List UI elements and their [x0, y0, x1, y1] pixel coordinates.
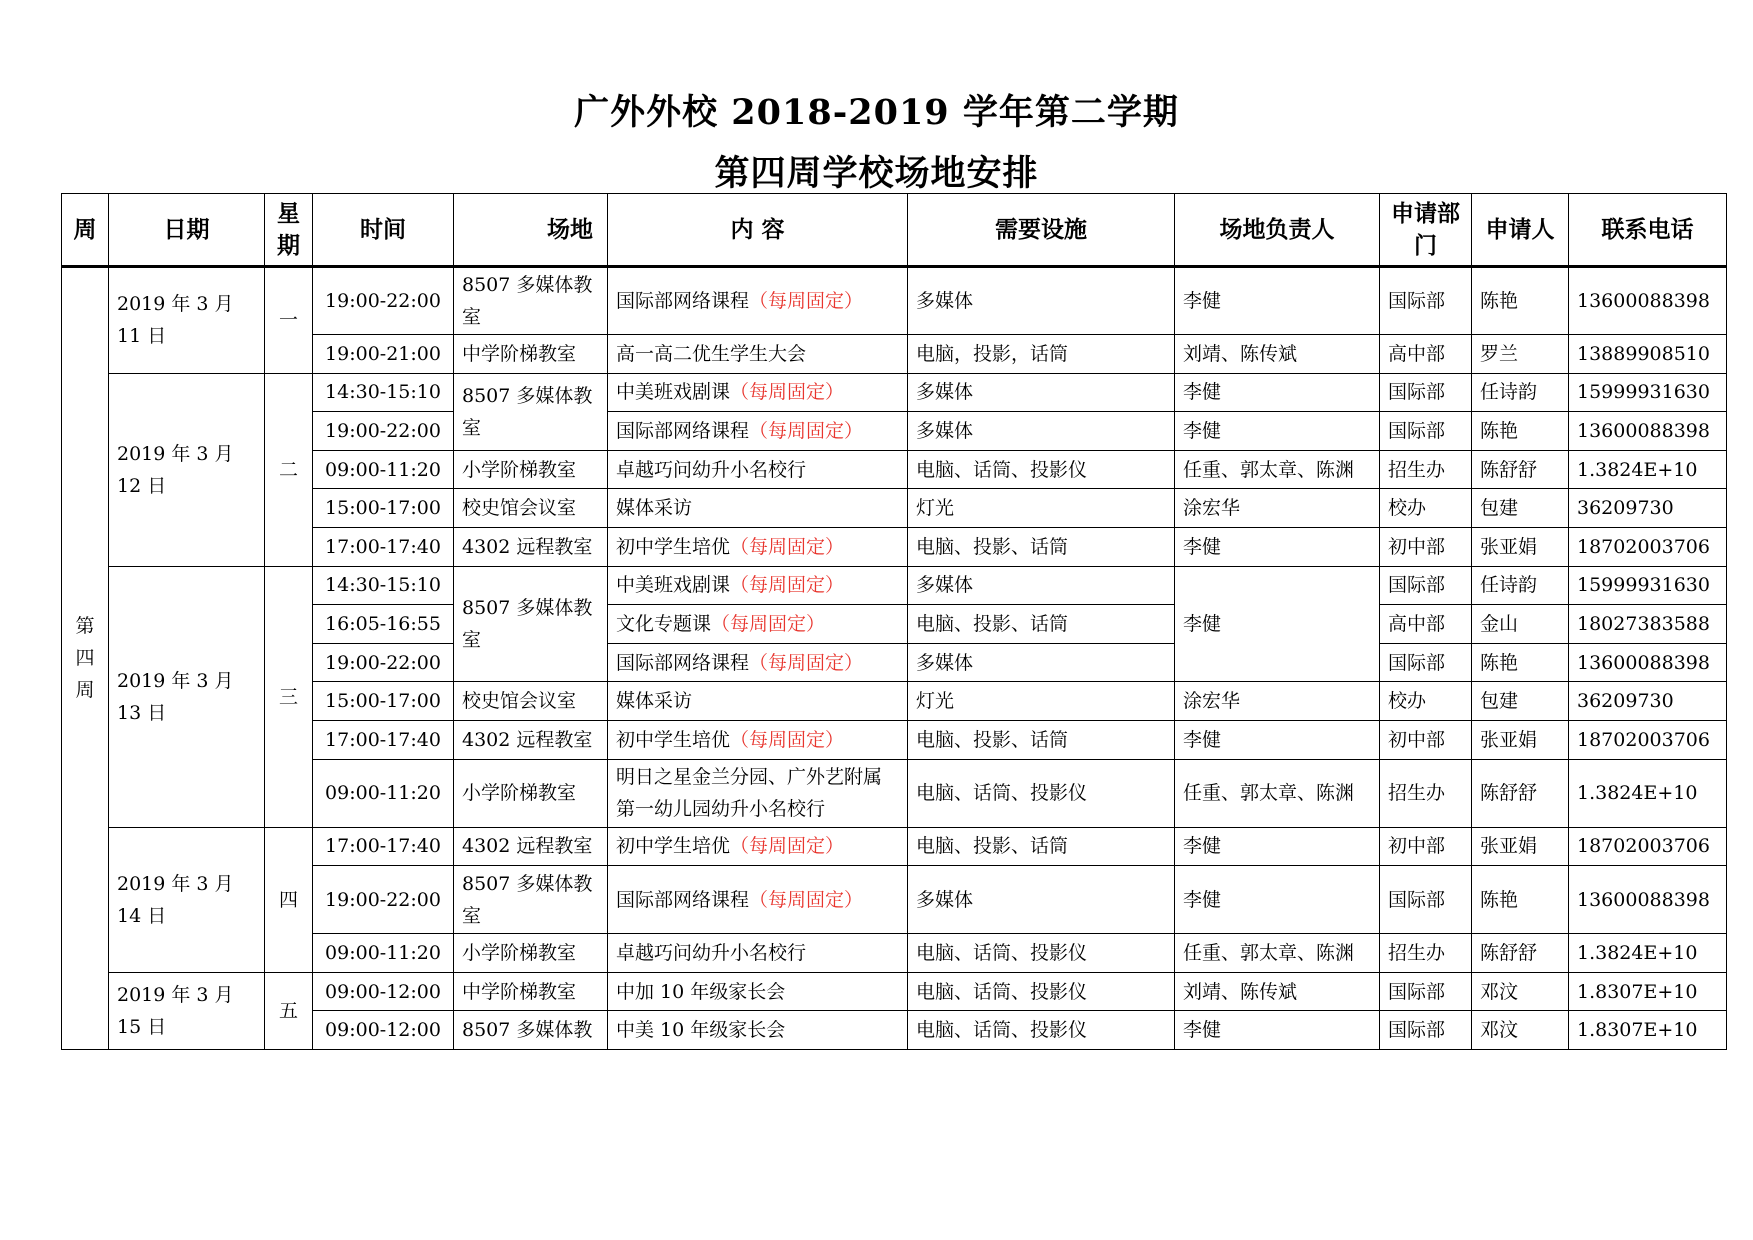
- venue-cell: 8507 多媒体教室: [454, 267, 608, 335]
- date-cell: 2019 年 3 月 12 日: [109, 373, 265, 566]
- phone-cell: 13600088398: [1569, 866, 1727, 934]
- weekly-fixed-tag: （每周固定）: [749, 651, 864, 674]
- table-row: [62, 972, 1727, 1011]
- header-date: 日期: [109, 194, 265, 267]
- phone-cell: 13889908510: [1569, 335, 1727, 374]
- weekly-fixed-tag: （每周固定）: [730, 381, 845, 404]
- manager-cell: 任重、郭太章、陈渊: [1175, 759, 1380, 827]
- time-cell: 17:00-17:40: [313, 827, 454, 866]
- equipment-cell: 电脑，投影，话筒: [908, 335, 1175, 374]
- dept-cell: 国际部: [1380, 972, 1472, 1011]
- content-cell: [608, 720, 908, 759]
- weekday-cell: 三: [265, 566, 313, 827]
- equipment-cell: 电脑、投影、话筒: [908, 605, 1175, 644]
- header-manager: 场地负责人: [1175, 194, 1380, 267]
- applicant-cell: 陈艳: [1472, 866, 1569, 934]
- manager-cell: 涂宏华: [1175, 489, 1380, 528]
- content-text: 国际部网络课程: [616, 651, 750, 674]
- manager-cell: 涂宏华: [1175, 682, 1380, 721]
- phone-cell: 18702003706: [1569, 720, 1727, 759]
- dept-cell: 招生办: [1380, 934, 1472, 973]
- weekday-cell: 一: [265, 267, 313, 374]
- equipment-cell: 多媒体: [908, 866, 1175, 934]
- dept-cell: 高中部: [1380, 605, 1472, 644]
- content-cell: [608, 605, 908, 644]
- dept-cell: 国际部: [1380, 412, 1472, 451]
- date-cell: 2019 年 3 月 13 日: [109, 566, 265, 827]
- manager-cell: 李健: [1175, 827, 1380, 866]
- venue-cell: 4302 远程教室: [454, 527, 608, 566]
- header-row: [62, 194, 1727, 267]
- weekly-fixed-tag: （每周固定）: [730, 835, 845, 858]
- date-cell: 2019 年 3 月 14 日: [109, 827, 265, 972]
- venue-cell: 中学阶梯教室: [454, 972, 608, 1011]
- equipment-cell: 多媒体: [908, 412, 1175, 451]
- phone-cell: 1.8307E+10: [1569, 1011, 1727, 1050]
- header-venue: 场地: [454, 194, 608, 267]
- applicant-cell: 陈舒舒: [1472, 759, 1569, 827]
- equipment-cell: 多媒体: [908, 566, 1175, 605]
- content-cell: 卓越巧问幼升小名校行: [608, 934, 908, 973]
- dept-cell: 校办: [1380, 489, 1472, 528]
- weekday-cell: 四: [265, 827, 313, 972]
- venue-cell: 小学阶梯教室: [454, 759, 608, 827]
- phone-cell: 36209730: [1569, 489, 1727, 528]
- content-cell: 卓越巧问幼升小名校行: [608, 450, 908, 489]
- content-cell: [608, 643, 908, 682]
- equipment-cell: 电脑、话筒、投影仪: [908, 934, 1175, 973]
- phone-cell: 13600088398: [1569, 643, 1727, 682]
- weekly-fixed-tag: （每周固定）: [749, 290, 864, 312]
- manager-cell: 李健: [1175, 1011, 1380, 1050]
- content-cell: 媒体采访: [608, 682, 908, 721]
- equipment-cell: 多媒体: [908, 267, 1175, 335]
- equipment-cell: 灯光: [908, 682, 1175, 721]
- venue-cell: 小学阶梯教室: [454, 934, 608, 973]
- content-text: 国际部网络课程: [616, 290, 750, 312]
- venue-cell: 中学阶梯教室: [454, 335, 608, 374]
- dept-cell: 国际部: [1380, 866, 1472, 934]
- table-row: [62, 373, 1727, 412]
- weekday-cell: 五: [265, 972, 313, 1049]
- applicant-cell: 张亚娟: [1472, 720, 1569, 759]
- manager-cell: 任重、郭太章、陈渊: [1175, 934, 1380, 973]
- content-cell: 高一高二优生学生大会: [608, 335, 908, 374]
- applicant-cell: 金山: [1472, 605, 1569, 644]
- phone-cell: 36209730: [1569, 682, 1727, 721]
- equipment-cell: 电脑、话筒、投影仪: [908, 759, 1175, 827]
- content-cell: [608, 827, 908, 866]
- dept-cell: 国际部: [1380, 1011, 1472, 1050]
- time-cell: 09:00-12:00: [313, 972, 454, 1011]
- applicant-cell: 陈艳: [1472, 643, 1569, 682]
- content-cell: [608, 866, 908, 934]
- applicant-cell: 任诗韵: [1472, 373, 1569, 412]
- phone-cell: 1.8307E+10: [1569, 972, 1727, 1011]
- venue-cell: 8507 多媒体教室: [454, 566, 608, 682]
- dept-cell: 高中部: [1380, 335, 1472, 374]
- table-row: [62, 267, 1727, 335]
- content-text: 初中学生培优: [616, 728, 731, 751]
- content-cell: [608, 267, 908, 335]
- content-text: 初中学生培优: [616, 535, 731, 558]
- header-week: 周: [62, 194, 109, 267]
- content-text: 中美班戏剧课: [616, 574, 731, 597]
- dept-cell: 国际部: [1380, 643, 1472, 682]
- time-cell: 17:00-17:40: [313, 720, 454, 759]
- content-text: 中美班戏剧课: [616, 381, 731, 404]
- manager-cell: 刘靖、陈传斌: [1175, 972, 1380, 1011]
- phone-cell: 13600088398: [1569, 412, 1727, 451]
- content-cell: [608, 412, 908, 451]
- phone-cell: 18702003706: [1569, 527, 1727, 566]
- content-cell: [608, 527, 908, 566]
- dept-cell: 招生办: [1380, 759, 1472, 827]
- content-text: 文化专题课: [616, 612, 712, 635]
- manager-cell: 李健: [1175, 527, 1380, 566]
- applicant-cell: 张亚娟: [1472, 527, 1569, 566]
- time-cell: 17:00-17:40: [313, 527, 454, 566]
- applicant-cell: 罗兰: [1472, 335, 1569, 374]
- header-weekday: 星期: [265, 194, 313, 267]
- table-row: [62, 827, 1727, 866]
- content-cell: 中加 10 年级家长会: [608, 972, 908, 1011]
- phone-cell: 1.3824E+10: [1569, 450, 1727, 489]
- manager-cell: 任重、郭太章、陈渊: [1175, 450, 1380, 489]
- week-cell: [62, 267, 109, 1050]
- equipment-cell: 电脑、投影、话筒: [908, 827, 1175, 866]
- content-cell: 中美 10 年级家长会: [608, 1011, 908, 1050]
- phone-cell: 18027383588: [1569, 605, 1727, 644]
- applicant-cell: 邓汶: [1472, 1011, 1569, 1050]
- dept-cell: 国际部: [1380, 373, 1472, 412]
- applicant-cell: 包建: [1472, 489, 1569, 528]
- venue-cell: 小学阶梯教室: [454, 450, 608, 489]
- content-text: 国际部网络课程: [616, 888, 750, 911]
- time-cell: 16:05-16:55: [313, 605, 454, 644]
- content-cell: 明日之星金兰分园、广外艺附属第一幼儿园幼升小名校行: [608, 759, 908, 827]
- document-subtitle: 第四周学校场地安排: [714, 153, 1039, 194]
- time-cell: 09:00-11:20: [313, 450, 454, 489]
- applicant-cell: 张亚娟: [1472, 827, 1569, 866]
- header-equipment: 需要设施: [908, 194, 1175, 267]
- manager-cell: 李健: [1175, 412, 1380, 451]
- dept-cell: 初中部: [1380, 827, 1472, 866]
- header-applicant: 申请人: [1472, 194, 1569, 267]
- venue-cell: 校史馆会议室: [454, 489, 608, 528]
- venue-cell: 校史馆会议室: [454, 682, 608, 721]
- venue-cell: 4302 远程教室: [454, 827, 608, 866]
- dept-cell: 招生办: [1380, 450, 1472, 489]
- weekly-fixed-tag: （每周固定）: [749, 419, 864, 442]
- applicant-cell: 陈艳: [1472, 412, 1569, 451]
- applicant-cell: 陈艳: [1472, 267, 1569, 335]
- equipment-cell: 多媒体: [908, 643, 1175, 682]
- phone-cell: 18702003706: [1569, 827, 1727, 866]
- equipment-cell: 电脑、话筒、投影仪: [908, 972, 1175, 1011]
- manager-cell: 李健: [1175, 720, 1380, 759]
- weekly-fixed-tag: （每周固定）: [711, 612, 826, 635]
- time-cell: 19:00-22:00: [313, 866, 454, 934]
- equipment-cell: 多媒体: [908, 373, 1175, 412]
- time-cell: 14:30-15:10: [313, 373, 454, 412]
- time-cell: 15:00-17:00: [313, 682, 454, 721]
- header-content: 内 容: [608, 194, 908, 267]
- weekly-fixed-tag: （每周固定）: [730, 728, 845, 751]
- table-row: [62, 566, 1727, 605]
- applicant-cell: 任诗韵: [1472, 566, 1569, 605]
- phone-cell: 13600088398: [1569, 267, 1727, 335]
- header-time: 时间: [313, 194, 454, 267]
- equipment-cell: 灯光: [908, 489, 1175, 528]
- dept-cell: 初中部: [1380, 720, 1472, 759]
- equipment-cell: 电脑、投影、话筒: [908, 527, 1175, 566]
- phone-cell: 1.3824E+10: [1569, 759, 1727, 827]
- manager-cell: 李健: [1175, 566, 1380, 682]
- date-cell: 2019 年 3 月 15 日: [109, 972, 265, 1049]
- dept-cell: 校办: [1380, 682, 1472, 721]
- venue-cell: 8507 多媒体教室: [454, 866, 608, 934]
- header-dept: 申请部门: [1380, 194, 1472, 267]
- applicant-cell: 陈舒舒: [1472, 934, 1569, 973]
- dept-cell: 国际部: [1380, 566, 1472, 605]
- content-cell: [608, 566, 908, 605]
- dept-cell: 初中部: [1380, 527, 1472, 566]
- header-phone: 联系电话: [1569, 194, 1727, 267]
- weekly-fixed-tag: （每周固定）: [730, 574, 845, 597]
- time-cell: 19:00-22:00: [313, 267, 454, 335]
- phone-cell: 15999931630: [1569, 373, 1727, 412]
- venue-cell: 8507 多媒体教: [454, 1011, 608, 1050]
- weekday-cell: 二: [265, 373, 313, 566]
- date-cell: 2019 年 3 月 11 日: [109, 267, 265, 374]
- applicant-cell: 陈舒舒: [1472, 450, 1569, 489]
- time-cell: 09:00-12:00: [313, 1011, 454, 1050]
- time-cell: 09:00-11:20: [313, 934, 454, 973]
- content-cell: 媒体采访: [608, 489, 908, 528]
- dept-cell: 国际部: [1380, 267, 1472, 335]
- time-cell: 15:00-17:00: [313, 489, 454, 528]
- applicant-cell: 邓汶: [1472, 972, 1569, 1011]
- phone-cell: 15999931630: [1569, 566, 1727, 605]
- time-cell: 19:00-22:00: [313, 643, 454, 682]
- schedule-table: [61, 193, 1727, 1050]
- week-label: 第 四 周: [75, 615, 95, 702]
- time-cell: 19:00-21:00: [313, 335, 454, 374]
- manager-cell: 李健: [1175, 267, 1380, 335]
- manager-cell: 李健: [1175, 373, 1380, 412]
- content-text: 国际部网络课程: [616, 419, 750, 442]
- time-cell: 09:00-11:20: [313, 759, 454, 827]
- content-text: 初中学生培优: [616, 835, 731, 858]
- manager-cell: 李健: [1175, 866, 1380, 934]
- weekly-fixed-tag: （每周固定）: [730, 535, 845, 558]
- equipment-cell: 电脑、投影、话筒: [908, 720, 1175, 759]
- venue-cell: 8507 多媒体教室: [454, 373, 608, 450]
- applicant-cell: 包建: [1472, 682, 1569, 721]
- content-cell: [608, 373, 908, 412]
- document-title: 广外外校 2018-2019 学年第二学期: [574, 92, 1179, 133]
- equipment-cell: 电脑、话筒、投影仪: [908, 450, 1175, 489]
- equipment-cell: 电脑、话筒、投影仪: [908, 1011, 1175, 1050]
- weekly-fixed-tag: （每周固定）: [749, 888, 864, 911]
- phone-cell: 1.3824E+10: [1569, 934, 1727, 973]
- time-cell: 19:00-22:00: [313, 412, 454, 451]
- venue-cell: 4302 远程教室: [454, 720, 608, 759]
- manager-cell: 刘靖、陈传斌: [1175, 335, 1380, 374]
- time-cell: 14:30-15:10: [313, 566, 454, 605]
